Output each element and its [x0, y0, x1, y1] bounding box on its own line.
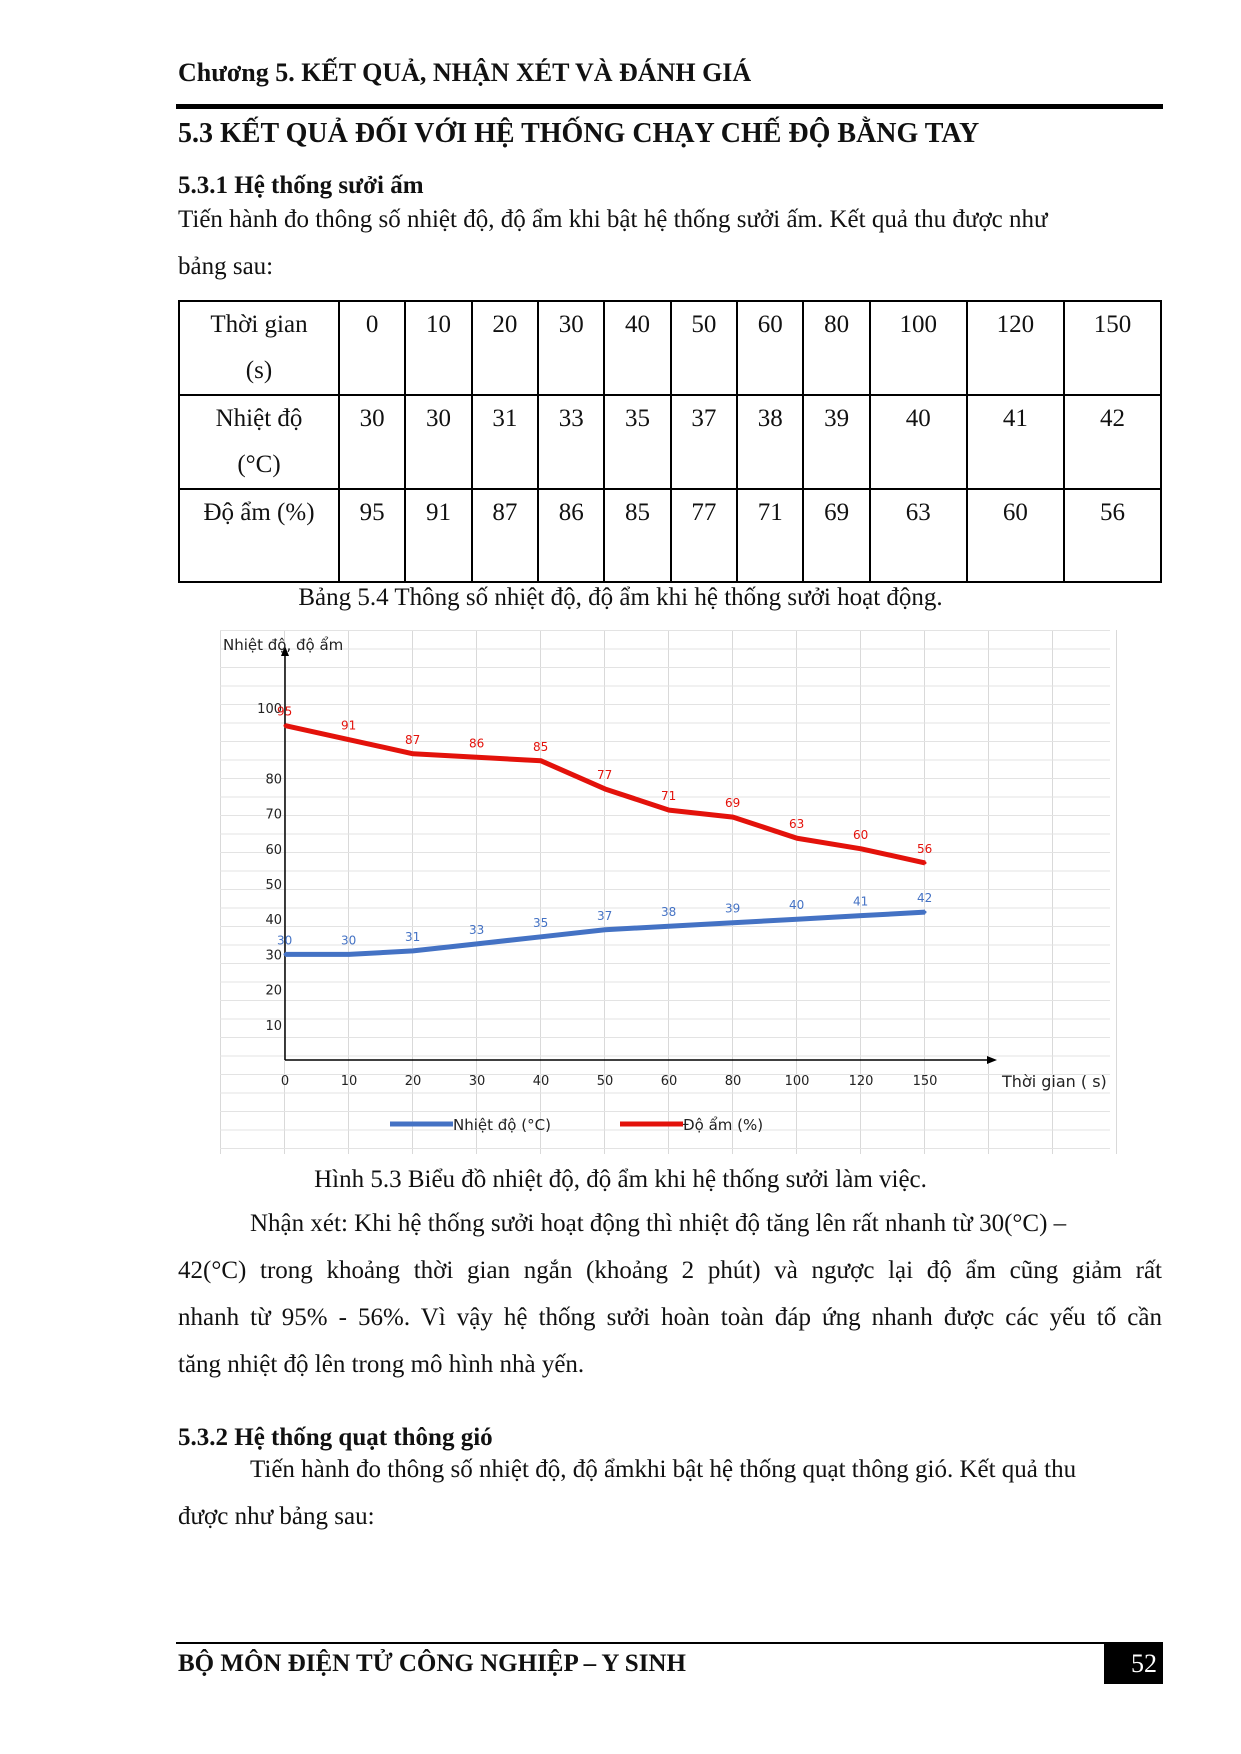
table-cell: 33 [538, 395, 604, 489]
subsection-2-intro-line2: được như bảng sau: [178, 1503, 375, 1530]
x-axis-arrow-icon [987, 1056, 997, 1064]
data-point [604, 928, 607, 931]
data-point [796, 918, 799, 921]
table-cell: 60 [737, 301, 803, 395]
table-cell: 35 [604, 395, 670, 489]
x-tick-label: 60 [660, 1074, 678, 1089]
data-point [348, 953, 351, 956]
y-tick-label: 60 [265, 842, 282, 858]
data-label: 30 [277, 933, 293, 948]
data-point [860, 914, 863, 917]
table-cell: 91 [405, 489, 471, 582]
data-point [540, 935, 543, 938]
data-point [476, 942, 479, 945]
remark-line4: tăng nhiệt độ lên trong mô hình nhà yến. [178, 1351, 585, 1378]
data-label: 91 [341, 718, 357, 733]
table-cell: 10 [405, 301, 471, 395]
data-point [284, 724, 287, 727]
data-label: 69 [725, 796, 741, 811]
y-tick-label: 30 [265, 948, 282, 964]
measurement-table [178, 300, 1162, 583]
data-label: 31 [405, 929, 421, 944]
table-cell: 69 [803, 489, 869, 582]
data-label: 95 [277, 704, 293, 719]
x-tick-label: 120 [848, 1074, 874, 1089]
table-cell: 71 [737, 489, 803, 582]
data-label: 77 [597, 767, 613, 782]
data-point [540, 759, 543, 762]
data-label: 60 [853, 827, 869, 842]
data-label: 39 [725, 901, 741, 916]
data-label: 63 [789, 817, 805, 832]
remark-line2: 42(°C) trong khoảng thời gian ngắn (khoảng 2 phút) và ngược lại độ ẩm cũng giảm rất [178, 1257, 1162, 1284]
table-cell: 42 [1064, 395, 1161, 489]
x-tick-label: 0 [280, 1074, 290, 1089]
x-tick-label: 10 [340, 1074, 358, 1089]
x-tick-label: 20 [404, 1074, 422, 1089]
row-label: Độ ẩm (%) [179, 489, 339, 582]
table-cell: 40 [870, 395, 967, 489]
data-label: 85 [533, 739, 549, 754]
table-cell: 40 [604, 301, 670, 395]
x-axis-label: Thời gian ( s) [1002, 1072, 1107, 1091]
data-label: 86 [469, 736, 485, 751]
data-label: 87 [405, 732, 421, 747]
x-tick-label: 50 [596, 1074, 614, 1089]
y-tick-label: 20 [265, 983, 282, 999]
remark-line1: Nhận xét: Khi hệ thống sưởi hoạt động thì nhiệt độ tăng lên rất nhanh từ 30(°C) – [250, 1210, 1067, 1237]
y-tick-label: 80 [265, 772, 282, 788]
y-tick-label: 100 [257, 702, 282, 717]
table-caption: Bảng 5.4 Thông số nhiệt độ, độ ẩm khi hệ thống sưởi hoạt động. [298, 584, 943, 611]
data-label: 71 [661, 789, 677, 804]
table-cell: 41 [967, 395, 1064, 489]
data-point [924, 861, 927, 864]
table-cell: 85 [604, 489, 670, 582]
row-label: Thời gian (s) [179, 301, 339, 395]
table-cell: 50 [671, 301, 737, 395]
data-label: 42 [917, 891, 933, 906]
table-row [179, 395, 1161, 489]
data-label: 37 [597, 908, 613, 923]
x-tick-label: 80 [724, 1074, 742, 1089]
subsection-2-intro-line1: Tiến hành đo thông số nhiệt độ, độ ẩmkhi bật hệ thống quạt thông gió. Kết quả thu [250, 1456, 1077, 1483]
header-rule [176, 104, 1163, 109]
footer-rule [176, 1642, 1163, 1644]
data-label: 33 [469, 922, 485, 937]
data-label: 41 [853, 894, 869, 909]
y-tick-label: 40 [265, 913, 282, 929]
footer-department: BỘ MÔN ĐIỆN TỬ CÔNG NGHIỆP – Y SINH [178, 1650, 686, 1677]
table-cell: 31 [472, 395, 538, 489]
data-point [604, 787, 607, 790]
data-point [668, 925, 671, 928]
table-cell: 39 [803, 395, 869, 489]
table-cell: 60 [967, 489, 1064, 582]
y-tick-label: 70 [265, 807, 282, 823]
temperature-humidity-chart [220, 630, 1120, 1160]
data-label: 56 [917, 841, 933, 856]
data-label: 35 [533, 915, 549, 930]
row-label: Nhiệt độ (°C) [179, 395, 339, 489]
table-cell: 20 [472, 301, 538, 395]
table-cell: 30 [405, 395, 471, 489]
legend-label: Nhiệt độ (°C) [453, 1116, 551, 1134]
table-row [179, 489, 1161, 582]
x-tick-label: 100 [784, 1074, 810, 1089]
data-point [412, 949, 415, 952]
table-cell: 150 [1064, 301, 1161, 395]
table-cell: 120 [967, 301, 1064, 395]
table-row [179, 301, 1161, 395]
figure-caption: Hình 5.3 Biểu đồ nhiệt độ, độ ẩm khi hệ thống sưởi làm việc. [314, 1166, 927, 1193]
table-cell: 100 [870, 301, 967, 395]
table-cell: 86 [538, 489, 604, 582]
y-axis-label: Nhiệt độ, độ ẩm [223, 636, 344, 654]
table-cell: 95 [339, 489, 405, 582]
subsection-title-2: 5.3.2 Hệ thống quạt thông gió [178, 1424, 493, 1451]
subsection-1-intro-line2: bảng sau: [178, 253, 274, 280]
data-point [348, 738, 351, 741]
subsection-title-1: 5.3.1 Hệ thống sưởi ấm [178, 172, 424, 199]
chapter-header: Chương 5. KẾT QUẢ, NHẬN XÉT VÀ ĐÁNH GIÁ [178, 58, 752, 87]
table-cell: 30 [538, 301, 604, 395]
data-point [796, 837, 799, 840]
data-point [732, 816, 735, 819]
data-point [476, 756, 479, 759]
x-tick-label: 30 [468, 1074, 486, 1089]
remark-line3: nhanh từ 95% - 56%. Vì vậy hệ thống sưởi hoàn toàn đáp ứng nhanh được các yếu tố cần [178, 1304, 1162, 1331]
table-cell: 0 [339, 301, 405, 395]
table-cell: 77 [671, 489, 737, 582]
table-cell: 63 [870, 489, 967, 582]
y-tick-label: 10 [265, 1018, 282, 1034]
data-point [284, 953, 287, 956]
legend-label: Độ ẩm (%) [683, 1116, 764, 1134]
data-point [860, 847, 863, 850]
data-label: 38 [661, 905, 677, 920]
table-cell: 80 [803, 301, 869, 395]
table-cell: 30 [339, 395, 405, 489]
page-number: 52 [1104, 1644, 1163, 1684]
table-cell: 38 [737, 395, 803, 489]
table-cell: 56 [1064, 489, 1161, 582]
data-label: 40 [789, 898, 805, 913]
data-label: 30 [341, 933, 357, 948]
data-point [412, 752, 415, 755]
table-cell: 37 [671, 395, 737, 489]
data-point [732, 921, 735, 924]
x-tick-label: 40 [532, 1074, 550, 1089]
x-tick-label: 150 [912, 1074, 938, 1089]
data-point [924, 911, 927, 914]
table-cell: 87 [472, 489, 538, 582]
y-tick-label: 50 [265, 878, 282, 893]
section-title: 5.3 KẾT QUẢ ĐỐI VỚI HỆ THỐNG CHẠY CHẾ ĐỘ BẰNG TAY [178, 118, 980, 149]
data-point [668, 809, 671, 812]
subsection-1-intro-line1: Tiến hành đo thông số nhiệt độ, độ ẩm khi bật hệ thống sưởi ấm. Kết quả thu được như [178, 206, 1048, 233]
